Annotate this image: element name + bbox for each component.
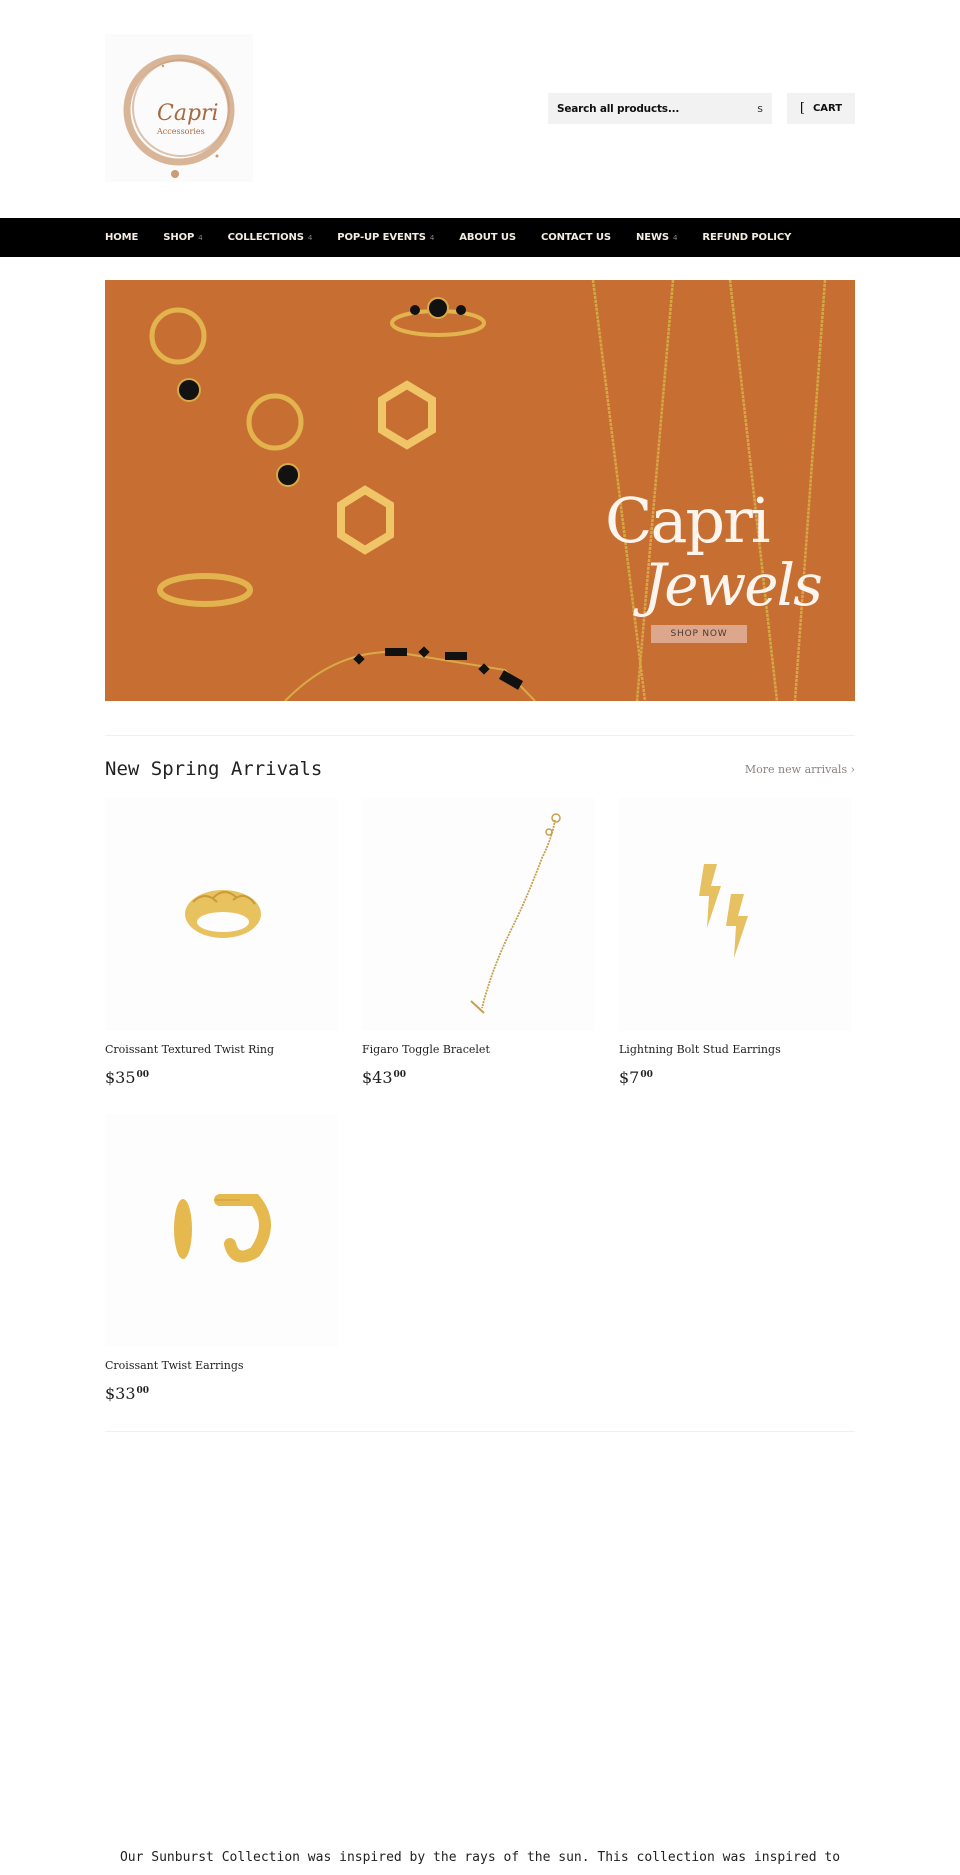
dropdown-caret-icon: 4	[673, 234, 678, 242]
svg-text:Capri: Capri	[157, 101, 219, 126]
nav-label: CONTACT US	[541, 232, 611, 243]
nav-item-collections[interactable]	[228, 232, 313, 243]
site-header	[0, 0, 960, 218]
ring-image	[105, 798, 338, 1031]
nav-item-pop-up-events[interactable]	[337, 232, 434, 243]
price-main: $35	[105, 1068, 136, 1087]
search-input[interactable]	[557, 103, 737, 115]
section-divider	[105, 735, 855, 736]
dropdown-caret-icon: 4	[307, 234, 313, 242]
product-price	[362, 1068, 595, 1087]
product-name[interactable]: Figaro Toggle Bracelet	[362, 1043, 490, 1056]
nav-label: POP-UP EVENTS	[337, 232, 426, 243]
hero-title-line2: Jewels	[643, 551, 821, 619]
product-card[interactable]	[105, 798, 338, 1087]
product-image[interactable]	[105, 1114, 338, 1347]
nav-label: NEWS	[635, 232, 670, 243]
price-main: $33	[105, 1384, 136, 1403]
price-main: $43	[362, 1068, 393, 1087]
product-name[interactable]: Croissant Textured Twist Ring	[105, 1043, 275, 1056]
product-name[interactable]: Lightning Bolt Stud Earrings	[619, 1043, 781, 1056]
price-cents: 00	[393, 1070, 407, 1080]
nav-item-contact-us[interactable]	[541, 232, 611, 243]
price-cents: 00	[136, 1070, 150, 1080]
section-title: New Spring Arrivals	[105, 758, 323, 780]
price-cents: 00	[640, 1070, 653, 1080]
nav-item-news[interactable]	[636, 232, 677, 243]
product-card[interactable]	[362, 798, 595, 1087]
twist-earrings-image	[105, 1114, 338, 1347]
nav-item-shop[interactable]	[163, 232, 202, 243]
dropdown-caret-icon: 4	[429, 234, 435, 242]
cart-button[interactable]	[787, 93, 855, 124]
product-image[interactable]	[362, 798, 595, 1031]
product-price	[105, 1384, 338, 1403]
more-new-arrivals-link[interactable]: More new arrivals ›	[744, 763, 855, 776]
main-nav	[0, 218, 960, 257]
product-price	[619, 1068, 852, 1087]
svg-text:Accessories: Accessories	[157, 127, 205, 136]
lightning-earrings-image	[619, 798, 852, 1031]
product-card[interactable]	[619, 798, 852, 1087]
section-divider	[105, 1431, 855, 1432]
search-icon[interactable]: s	[757, 102, 763, 115]
shop-now-button[interactable]: SHOP NOW	[651, 625, 747, 643]
hero-banner[interactable]	[105, 280, 855, 701]
nav-label: REFUND POLICY	[702, 232, 792, 243]
nav-label: ABOUT US	[459, 232, 517, 243]
dropdown-caret-icon: 4	[198, 234, 203, 242]
collection-description: Our Sunburst Collection was inspired by the rays of the sun. This collection was inspired to	[119, 1850, 841, 1865]
cart-label: CART	[812, 103, 843, 114]
hero-title-line1: Capri	[605, 484, 769, 557]
product-image[interactable]	[619, 798, 852, 1031]
product-card[interactable]	[105, 1114, 338, 1403]
nav-item-about-us[interactable]	[459, 232, 516, 243]
product-image[interactable]	[105, 798, 338, 1031]
logo[interactable]	[105, 34, 253, 182]
cart-icon: [	[799, 101, 805, 116]
nav-label: HOME	[105, 232, 139, 243]
bracelet-image	[362, 798, 595, 1031]
nav-item-refund-policy[interactable]	[702, 232, 791, 243]
price-main: $7	[619, 1068, 640, 1087]
product-name[interactable]: Croissant Twist Earrings	[105, 1359, 244, 1372]
nav-label: COLLECTIONS	[227, 232, 304, 243]
price-cents: 00	[136, 1386, 150, 1396]
search-box[interactable]	[548, 93, 772, 124]
product-price	[105, 1068, 338, 1087]
nav-label: SHOP	[163, 232, 195, 243]
nav-item-home[interactable]	[105, 232, 138, 243]
